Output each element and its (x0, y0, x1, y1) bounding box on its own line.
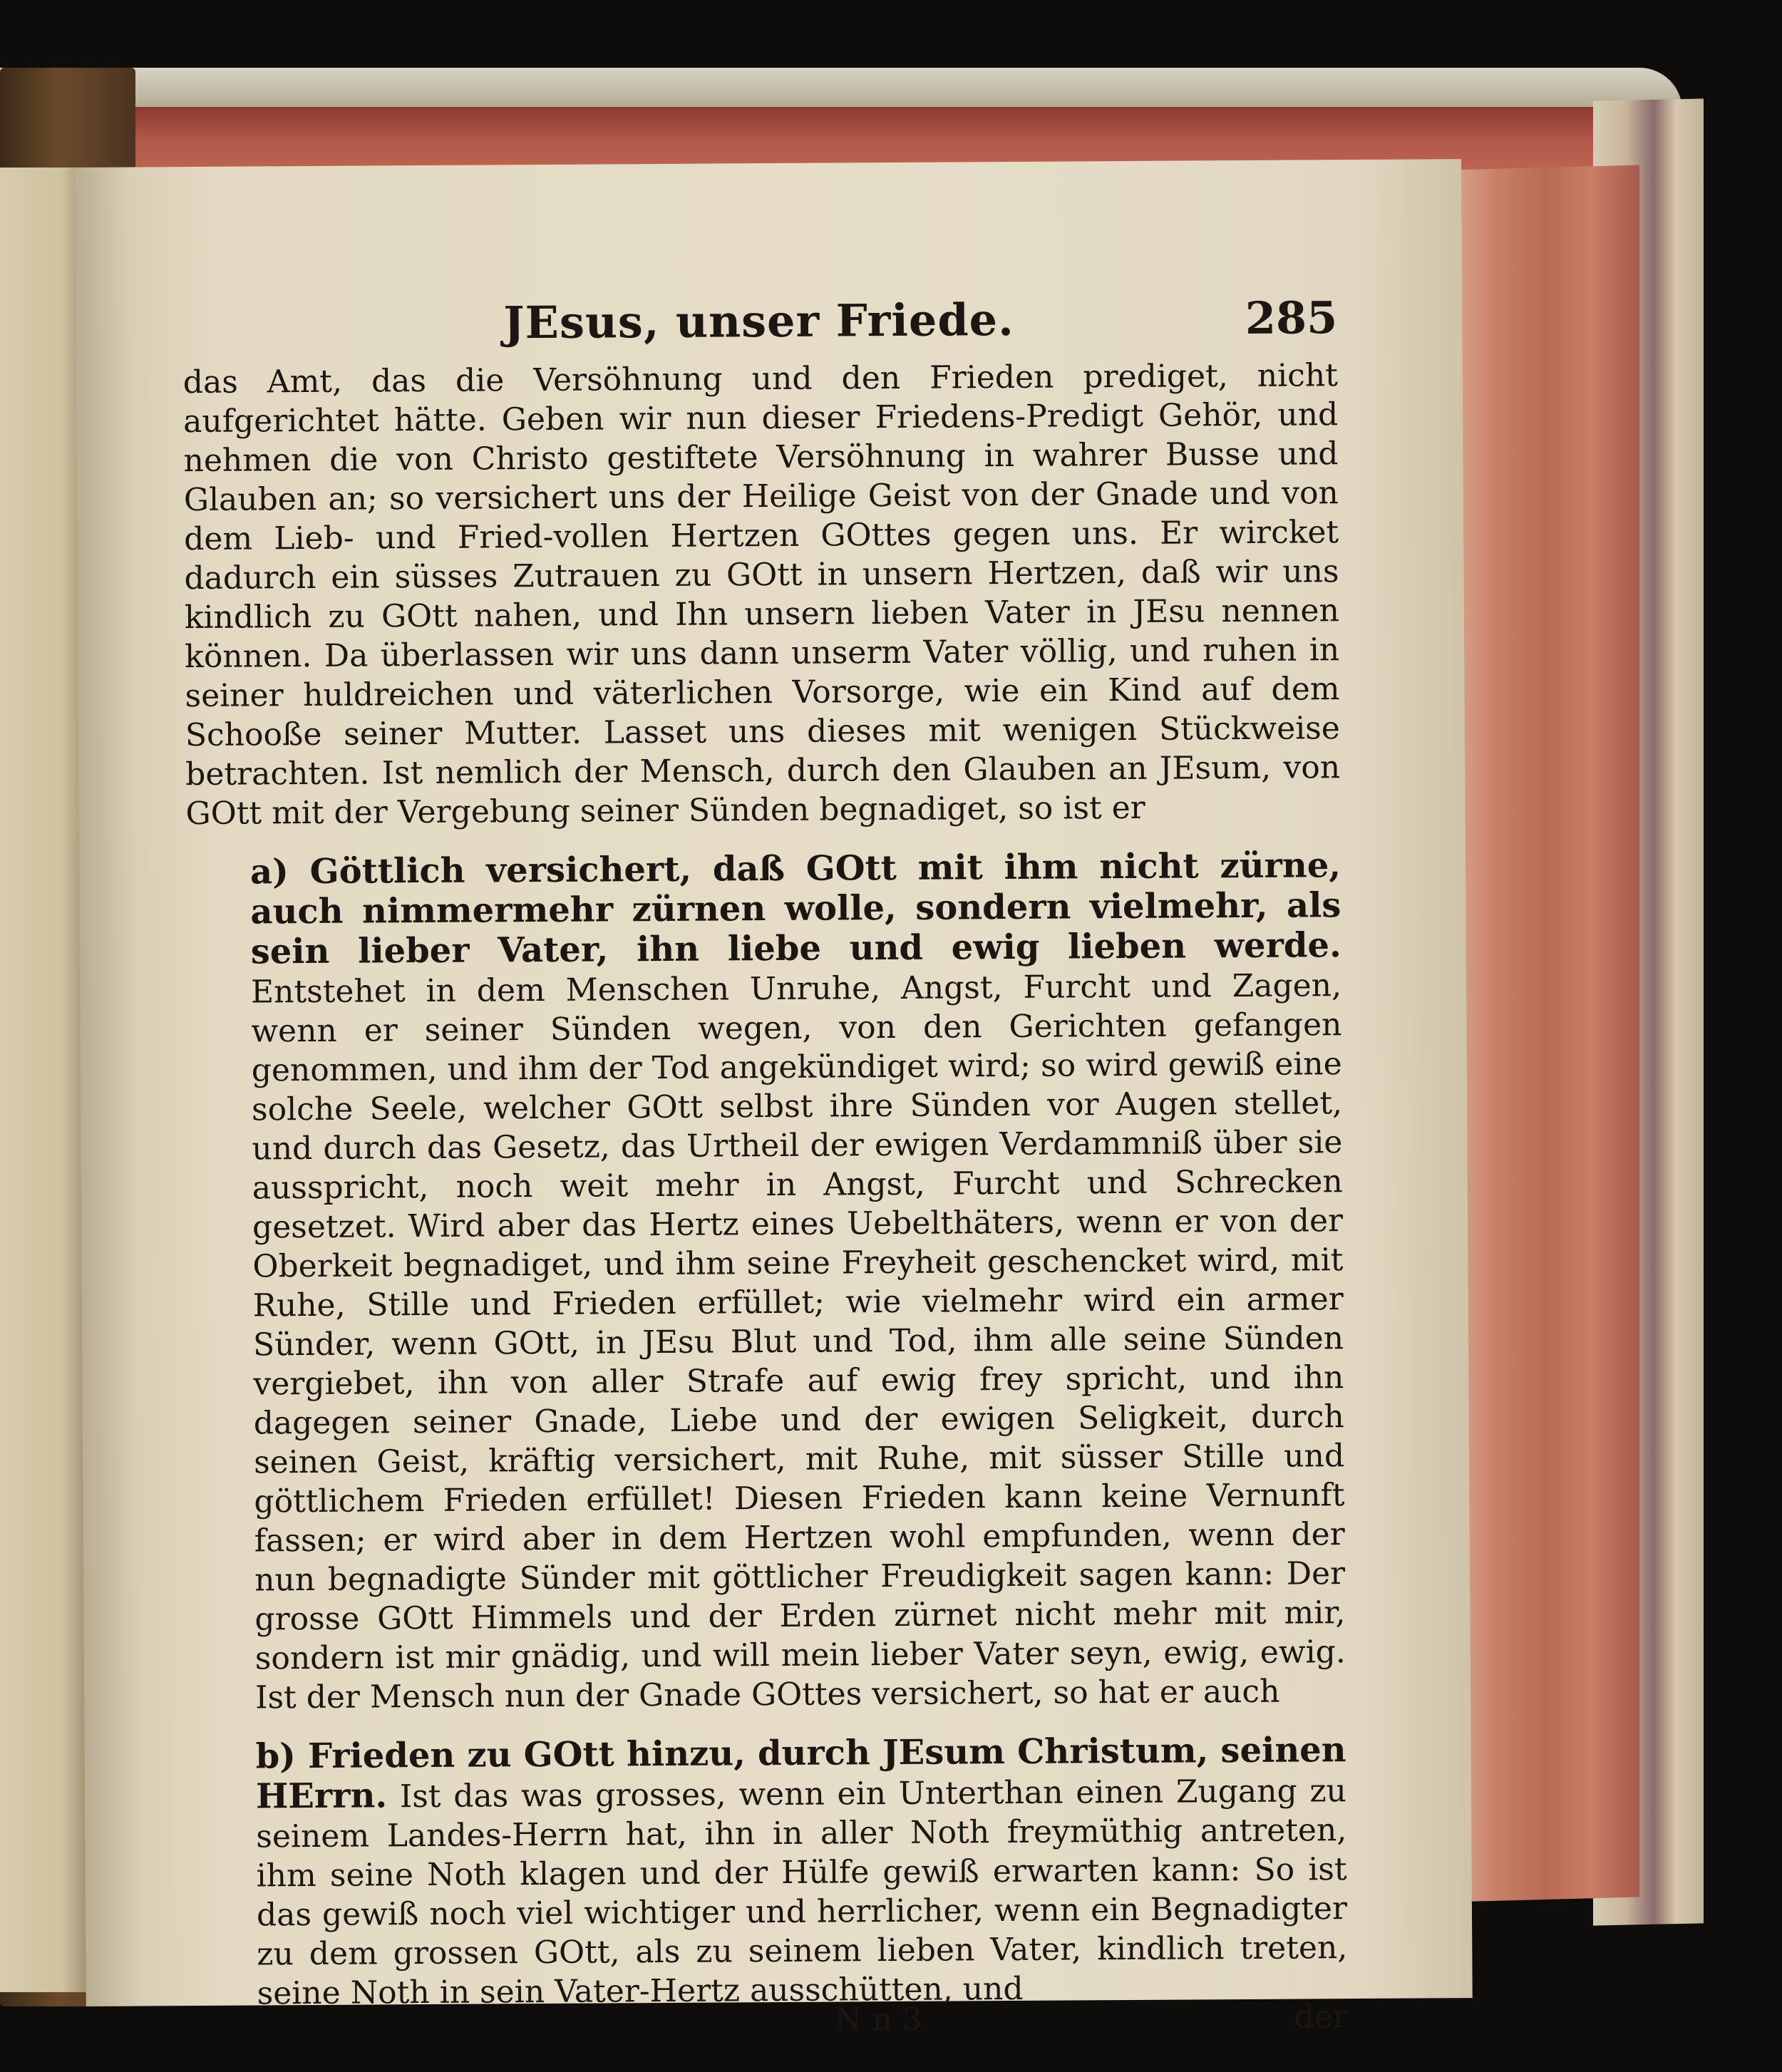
running-title: JEsus, unser Friede. (503, 293, 1014, 349)
body-text (183, 356, 1348, 2014)
book-page (75, 159, 1473, 2039)
paragraph-point-a (186, 846, 1346, 1718)
paragraph-lead: b) Frieden zu GOtt hinzu, durch JEsum Christum, seinen HErrn. (255, 1730, 1346, 1817)
page-header (503, 292, 1337, 354)
paragraph-text: das Amt, das die Versöhnung und den Frieden prediget, nicht aufgerichtet hätte. Geben wir nun dieser Friedens-Predigt Gehör, und nehmen die von Christo gestiftete Versöhnung in wahrer Busse und Glauben an; so versichert uns der Heilige Geist von der Gnade und von dem Lieb- und Fried-vollen Hertzen GOttes gegen uns. Er wircket dadurch ein süsses Zutrauen zu GOtt in unsern Hertzen, daß wir uns kindlich zu GOtt nahen, und Ihn unsern lieben Vater in JEsu nennen können. Da überlassen wir uns dann unserm Vater völlig, und ruhen in seiner huldreichen und väterlichen Vorsorge, wie ein Kind auf dem Schooße seiner Mutter. Lasset uns dieses mit wenigen Stückweise betrachten. Ist nemlich der Mensch, durch den Glauben an JEsum, von GOtt mit der Vergebung seiner Sünden begnadiget, so ist er (182, 357, 1341, 833)
facing-page-edge (0, 167, 89, 1992)
paragraph-point-b (191, 1731, 1347, 2014)
paragraph-text: Ist das was grosses, wenn ein Unterthan einen Zugang zu seinem Landes-Herrn hat, ihn in aller Noth freymüthig antreten, ihm seine Noth klagen und der Hülfe gewiß erwarten kann: So ist das gewiß noch viel wichtiger und herrlicher, wenn ein Begnadigter zu dem grossen GOtt, als zu seinem lieben Vater, kindlich treten, seine Noth in sein Vater-Hertz ausschütten, und (256, 1773, 1348, 2012)
catchword: der (1294, 1999, 1349, 2036)
page-number: 285 (1245, 292, 1338, 344)
paragraph-intro (183, 356, 1341, 833)
signature-mark: N n 3 (834, 2001, 922, 2039)
paragraph-text: Entstehet in dem Menschen Unruhe, Angst, Furcht und Zagen, wenn er seiner Sünden wegen, von den Gerichten gefangen genommen, und ihm der Tod angekündiget wird; so wird gewiß eine solche Seele, welcher GOtt selbst ihre Sünden vor Augen stellet, und durch das Gesetz, das Urtheil der ewigen Verdammniß über sie ausspricht, noch weit mehr in Angst, Furcht und Schrecken gesetzet. Wird aber das Hertz eines Uebelthäters, wenn er von der Oberkeit begnadiget, und ihm seine Freyheit geschencket wird, mit Ruhe, Stille und Frieden erfüllet; wie vielmehr wird ein armer Sünder, wenn GOtt, in JEsu Blut und Tod, ihm alle seine Sünden vergiebet, ihn von aller Strafe auf ewig frey spricht, und ihn dagegen seiner Gnade, Liebe und der ewigen Seligkeit, durch seinen Geist, kräftig versichert, mit Ruhe, mit süsser Stille und göttlichem Frieden erfüllet! Diesen Frieden kann keine Vernunft fassen; er wird aber in dem Hertzen wohl empfunden, wenn der nun begnadigte Sünder mit göttlicher Freudigkeit sagen kann: Der grosse GOtt Himmels und der Erden zürnet nicht mehr mit mir, sondern ist mir gnädig, und will mein lieber Vater seyn, ewig, ewig. Ist der Mensch nun der Gnade GOttes versichert, so hat er auch (250, 967, 1346, 1716)
paragraph-lead: a) Göttlich versichert, daß GOtt mit ihm nicht zürne, auch nimmermehr zürnen wolle, sondern vielmehr, als sein lieber Vater, ihn liebe und ewig lieben werde. (249, 845, 1341, 972)
page-footer (193, 1999, 1348, 2056)
page-fore-edge (1451, 165, 1639, 1902)
